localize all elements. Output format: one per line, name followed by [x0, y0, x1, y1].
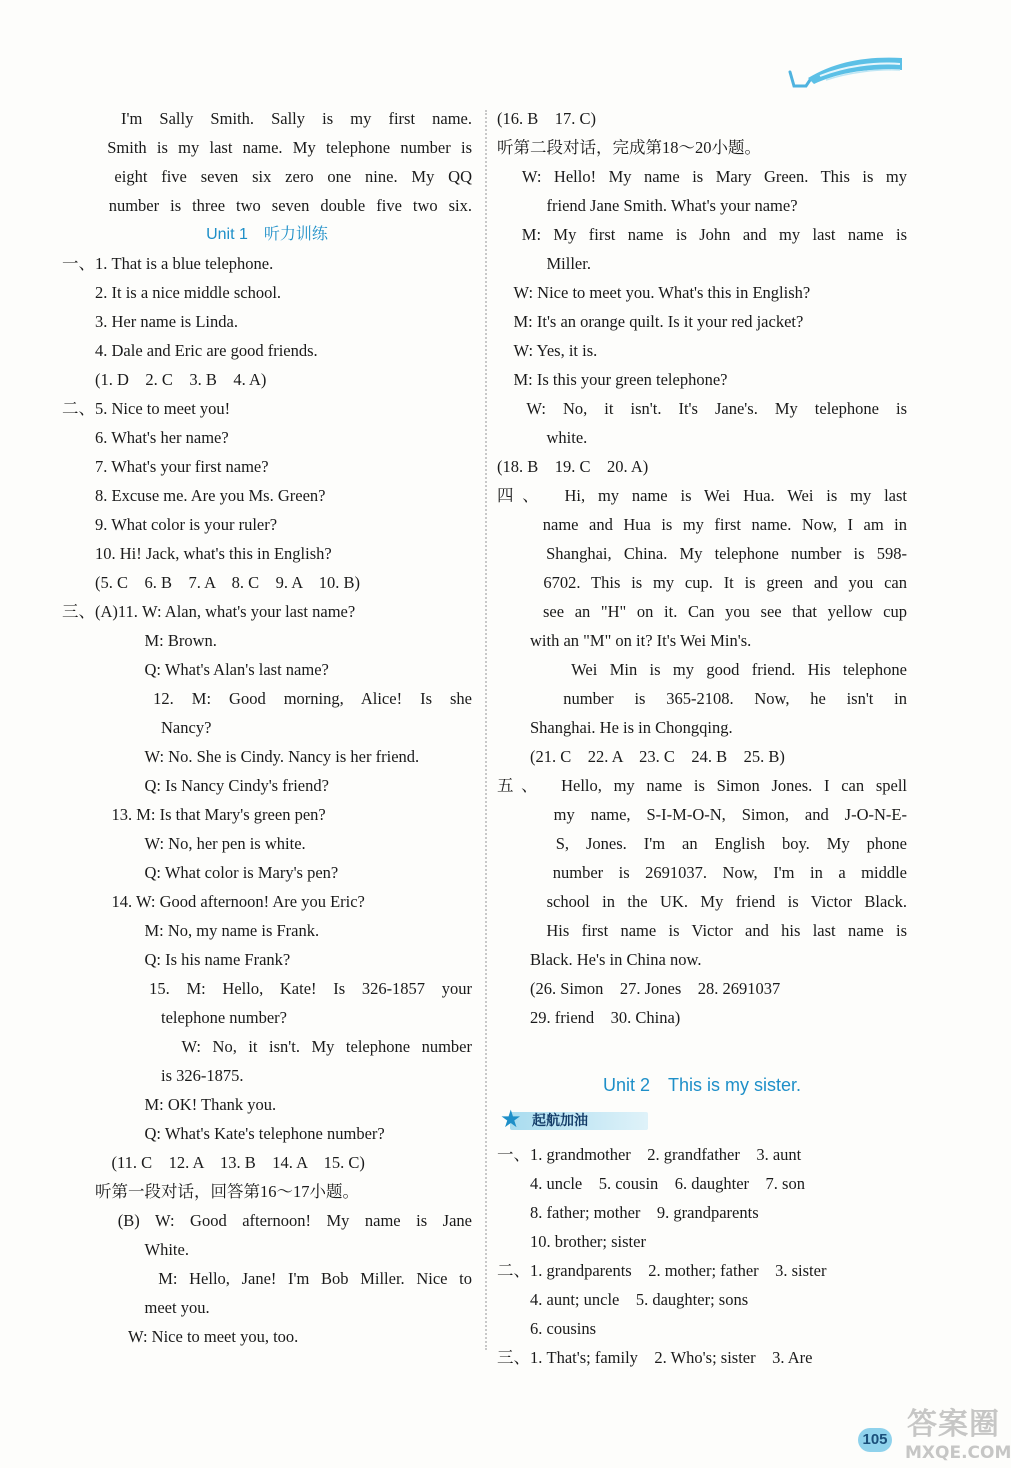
text-line: W: No, her pen is white.	[62, 834, 306, 853]
text-line: Nancy?	[62, 718, 212, 737]
text-line: Q: What's Kate's telephone number?	[62, 1124, 385, 1143]
star-icon: ★	[500, 1105, 522, 1133]
text-line: M: OK! Thank you.	[62, 1095, 277, 1114]
text-line: 4. Dale and Eric are good friends.	[62, 341, 318, 360]
text-line: Wei Min is my good friend. His telephone	[497, 660, 907, 679]
text-line: M: No, my name is Frank.	[62, 921, 320, 940]
header-decoration	[780, 50, 905, 95]
text-line: meet you.	[62, 1298, 210, 1317]
watermark-url: MXQE.COM	[905, 1443, 1011, 1463]
text-line: 12. M: Good morning, Alice! Is she	[62, 689, 472, 708]
text-line: Q: Is Nancy Cindy's friend?	[62, 776, 329, 795]
text-line: telephone number?	[62, 1008, 287, 1027]
unit-heading: Unit 1 听力训练	[206, 226, 328, 243]
text-line: 9. What color is your ruler?	[62, 515, 278, 534]
text-line: W: No, it isn't. It's Jane's. My telephone is	[497, 399, 907, 418]
text-line: Q: What's Alan's last name?	[62, 660, 329, 679]
text-line: 15. M: Hello, Kate! Is 326-1857 your	[62, 979, 472, 998]
text-line: 10. Hi! Jack, what's this in English?	[62, 544, 332, 563]
text-line: (11. C 12. A 13. B 14. A 15. C)	[62, 1153, 365, 1172]
text-line: M: Brown.	[62, 631, 217, 650]
text-line: 四、 Hi, my name is Wei Hua. Wei is my last	[497, 486, 907, 505]
column-divider	[485, 110, 487, 1350]
text-line: 4. uncle 5. cousin 6. daughter 7. son	[497, 1174, 805, 1193]
text-line: I'm Sally Smith. Sally is my first name.	[62, 109, 472, 128]
text-line: 4. aunt; uncle 5. daughter; sons	[497, 1290, 749, 1309]
text-line: Shanghai. He is in Chongqing.	[497, 718, 733, 737]
text-line: see an "H" on it. Can you see that yellow cup	[497, 602, 907, 621]
section-banner	[500, 1105, 650, 1133]
text-line: (26. Simon 27. Jones 28. 2691037	[497, 979, 781, 998]
text-line: W: No. She is Cindy. Nancy is her friend.	[62, 747, 420, 766]
text-line: 一、1. That is a blue telephone.	[62, 254, 274, 273]
text-line: S, Jones. I'm an English boy. My phone	[497, 834, 907, 853]
text-line: 8. Excuse me. Are you Ms. Green?	[62, 486, 326, 505]
text-line: 13. M: Is that Mary's green pen?	[62, 805, 326, 824]
text-line: (21. C 22. A 23. C 24. B 25. B)	[497, 747, 785, 766]
text-line: 6. cousins	[497, 1319, 596, 1338]
text-line: number is 365-2108. Now, he isn't in	[497, 689, 907, 708]
text-line: His first name is Victor and his last name is	[497, 921, 907, 940]
text-line: Black. He's in China now.	[497, 950, 702, 969]
left-column	[62, 104, 472, 1351]
text-line: my name, S-I-M-O-N, Simon, and J-O-N-E-	[497, 805, 907, 824]
text-line: Shanghai, China. My telephone number is 598-	[497, 544, 907, 563]
text-line: 2. It is a nice middle school.	[62, 283, 282, 302]
text-line: M: Hello, Jane! I'm Bob Miller. Nice to	[62, 1269, 472, 1288]
text-line: W: Hello! My name is Mary Green. This is my	[497, 167, 907, 186]
text-line: 三、1. That's; family 2. Who's; sister 3. Are	[497, 1348, 813, 1367]
text-line: W: No, it isn't. My telephone number	[62, 1037, 472, 1056]
page-number: 105	[858, 1428, 892, 1452]
text-line: name and Hua is my first name. Now, I am in	[497, 515, 907, 534]
text-line: white.	[497, 428, 588, 447]
banner-label: 起航加油	[532, 1113, 588, 1129]
text-line: eight five seven six zero one nine. My QQ	[62, 167, 472, 186]
text-line: (16. B 17. C)	[497, 109, 596, 128]
text-line: 10. brother; sister	[497, 1232, 646, 1251]
text-line: M: It's an orange quilt. Is it your red jacket?	[497, 312, 804, 331]
text-line: 3. Her name is Linda.	[62, 312, 238, 331]
text-line: M: My first name is John and my last name is	[497, 225, 907, 244]
text-line: Miller.	[497, 254, 591, 273]
text-line: W: Nice to meet you, too.	[62, 1327, 299, 1346]
text-line: (5. C 6. B 7. A 8. C 9. A 10. B)	[62, 573, 360, 592]
text-line: 五、 Hello, my name is Simon Jones. I can spell	[497, 776, 907, 795]
text-line: number is three two seven double five two six.	[62, 196, 472, 215]
text-line: 7. What's your first name?	[62, 457, 269, 476]
text-line: 6. What's her name?	[62, 428, 229, 447]
right-column	[497, 104, 907, 1372]
text-line: 二、1. grandparents 2. mother; father 3. sister	[497, 1261, 827, 1280]
watermark-text: 答案圈	[907, 1407, 1000, 1442]
text-line: (18. B 19. C 20. A)	[497, 457, 649, 476]
text-line: is 326-1875.	[62, 1066, 244, 1085]
text-line: 一、1. grandmother 2. grandfather 3. aunt	[497, 1145, 802, 1164]
text-line: (B) W: Good afternoon! My name is Jane	[62, 1211, 472, 1230]
text-line: 29. friend 30. China)	[497, 1008, 681, 1027]
unit-heading: Unit 2 This is my sister.	[602, 1075, 802, 1095]
watermark-logo	[905, 1407, 1011, 1468]
text-line: Q: Is his name Frank?	[62, 950, 291, 969]
text-line: W: Nice to meet you. What's this in English?	[497, 283, 811, 302]
text-line: 8. father; mother 9. grandparents	[497, 1203, 759, 1222]
spacer	[497, 1032, 907, 1068]
text-line: 6702. This is my cup. It is green and you can	[497, 573, 907, 592]
text-line: 听第二段对话，完成第18～20小题。	[497, 138, 761, 157]
text-line: 二、5. Nice to meet you!	[62, 399, 231, 418]
text-line: 听第一段对话，回答第16～17小题。	[62, 1182, 359, 1201]
text-line: W: Yes, it is.	[497, 341, 598, 360]
text-line: M: Is this your green telephone?	[497, 370, 728, 389]
text-line: number is 2691037. Now, I'm in a middle	[497, 863, 907, 882]
text-line: Smith is my last name. My telephone number is	[62, 138, 472, 157]
text-line: (1. D 2. C 3. B 4. A)	[62, 370, 267, 389]
text-line: with an "M" on it? It's Wei Min's.	[497, 631, 752, 650]
text-line: 14. W: Good afternoon! Are you Eric?	[62, 892, 365, 911]
text-line: school in the UK. My friend is Victor Black.	[497, 892, 907, 911]
text-line: White.	[62, 1240, 189, 1259]
text-line: 三、(A)11. W: Alan, what's your last name?	[62, 602, 356, 621]
text-line: Q: What color is Mary's pen?	[62, 863, 339, 882]
text-line: friend Jane Smith. What's your name?	[497, 196, 798, 215]
